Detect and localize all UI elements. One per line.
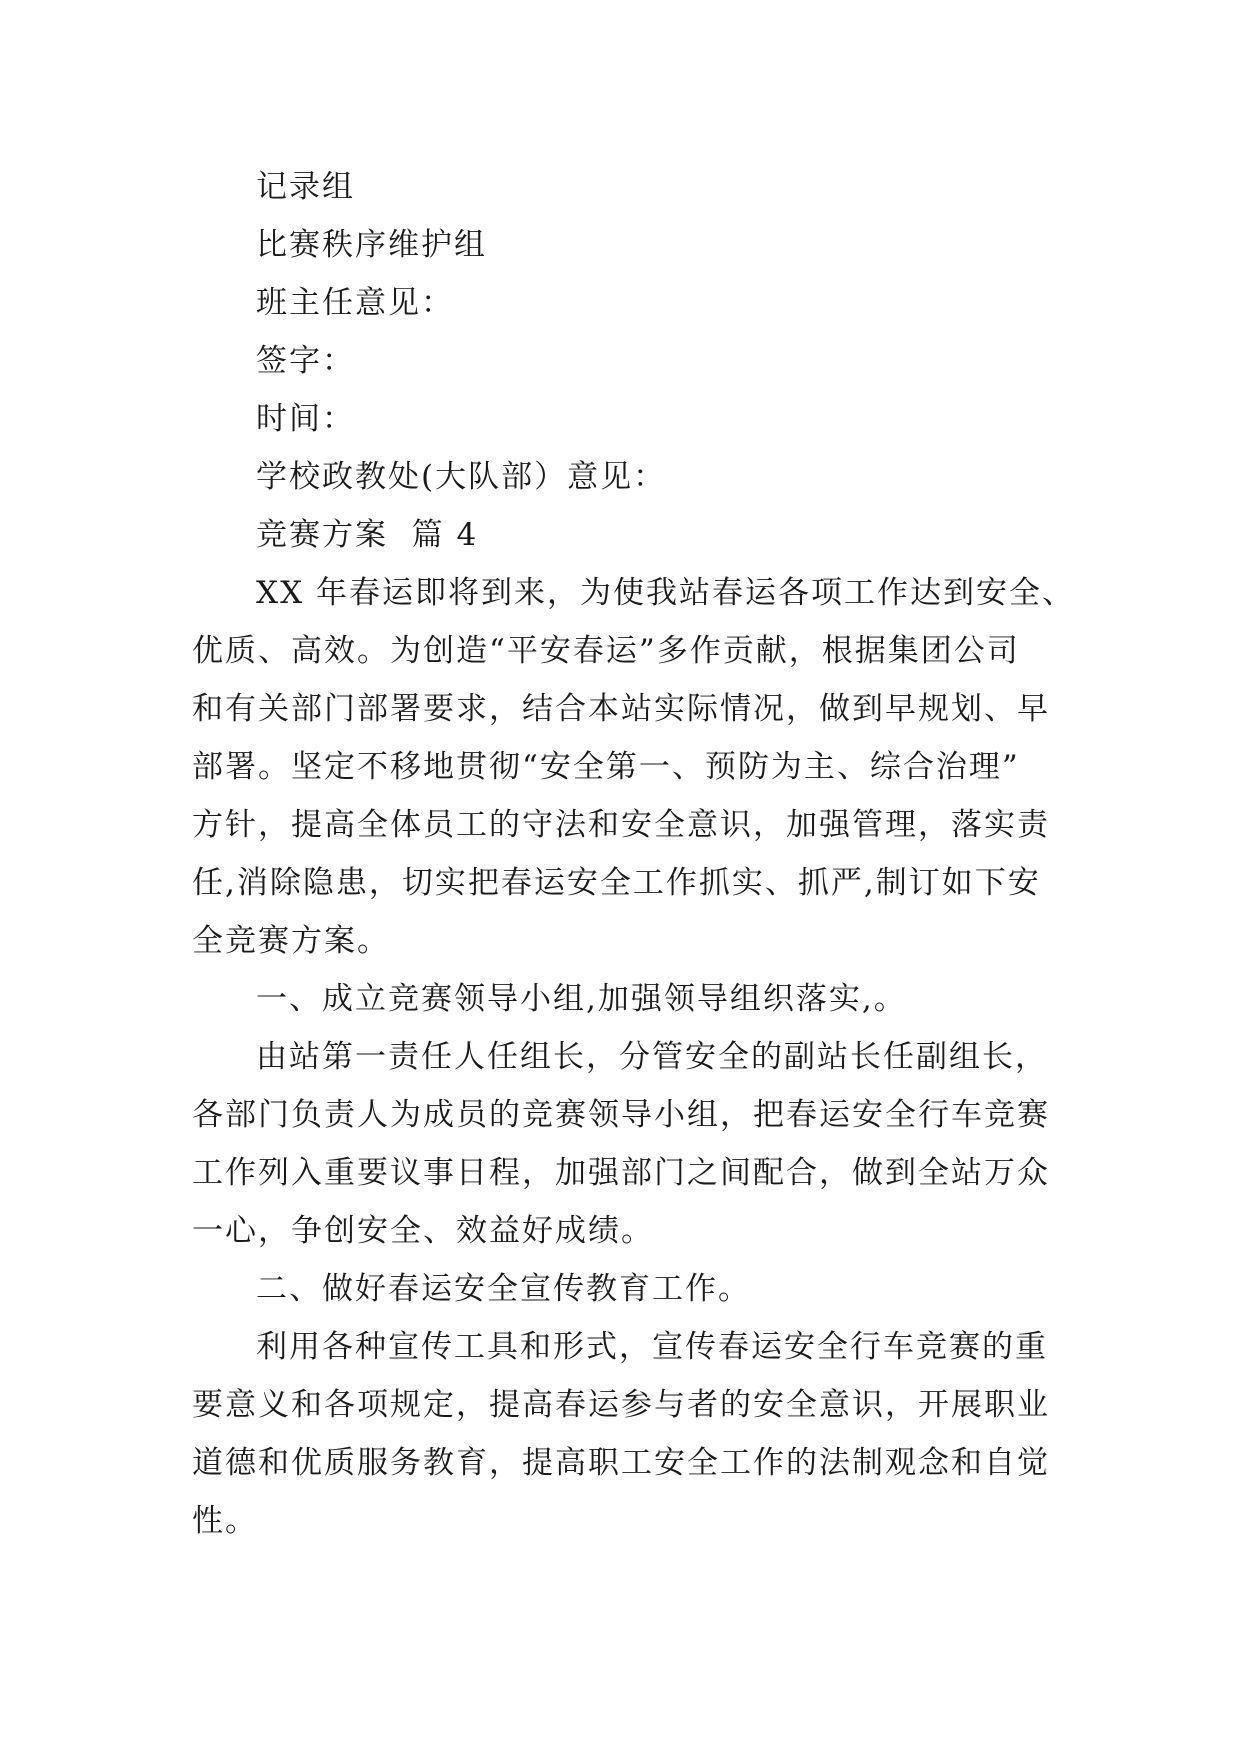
paragraph-intro [192, 564, 1075, 970]
paragraph-education [192, 1318, 1072, 1550]
text-line: 记录组 [256, 169, 355, 205]
paragraph-line: 优质、高效。为创造“平安春运”多作贡献，根据集团公司 [192, 633, 1020, 669]
heading-two: 二、做好春运安全宣传教育工作。 [256, 1271, 751, 1307]
section-title: 竞赛方案 篇 4 [256, 517, 479, 553]
paragraph-line: 一心，争创安全、效益好成绩。 [192, 1213, 654, 1249]
paragraph-line: 各部门负责人为成员的竞赛领导小组，把春运安全行车竞赛 [192, 1097, 1050, 1133]
paragraph-line: 道德和优质服务教育，提高职工安全工作的法制观念和自觉 [192, 1445, 1050, 1481]
paragraph-leadership [192, 1028, 1072, 1260]
text-line: 时间： [256, 401, 355, 437]
paragraph-line: 要意义和各项规定，提高春运参与者的安全意识，开展职业 [192, 1387, 1050, 1423]
text-line: 班主任意见： [256, 285, 454, 321]
paragraph-line: 利用各种宣传工具和形式，宣传春运安全行车竞赛的重 [256, 1329, 1048, 1365]
paragraph-line: 任,消除隐患，切实把春运安全工作抓实、抓严,制订如下安 [192, 865, 1041, 901]
paragraph-line: 全竞赛方案。 [192, 923, 390, 959]
text-line: 学校政教处(大队部）意见： [256, 459, 667, 495]
paragraph-line: 工作列入重要议事日程，加强部门之间配合，做到全站万众 [192, 1155, 1050, 1191]
paragraph-line: 部署。坚定不移地贯彻“安全第一、预防为主、综合治理” [192, 749, 1020, 785]
paragraph-line: 性。 [192, 1503, 258, 1539]
paragraph-line: 和有关部门部署要求，结合本站实际情况，做到早规划、早 [192, 691, 1050, 727]
paragraph-line: 由站第一责任人任组长，分管安全的副站长任副组长， [256, 1039, 1048, 1075]
paragraph-line: 方针，提高全体员工的守法和安全意识，加强管理，落实责 [192, 807, 1050, 843]
text-line: 签字： [256, 343, 355, 379]
document-body [192, 158, 1075, 1550]
text-line: 比赛秩序维护组 [256, 227, 487, 263]
heading-one: 一、成立竞赛领导小组,加强领导组织落实,。 [256, 981, 907, 1017]
paragraph-line: XX 年春运即将到来，为使我站春运各项工作达到安全、 [256, 575, 1075, 611]
